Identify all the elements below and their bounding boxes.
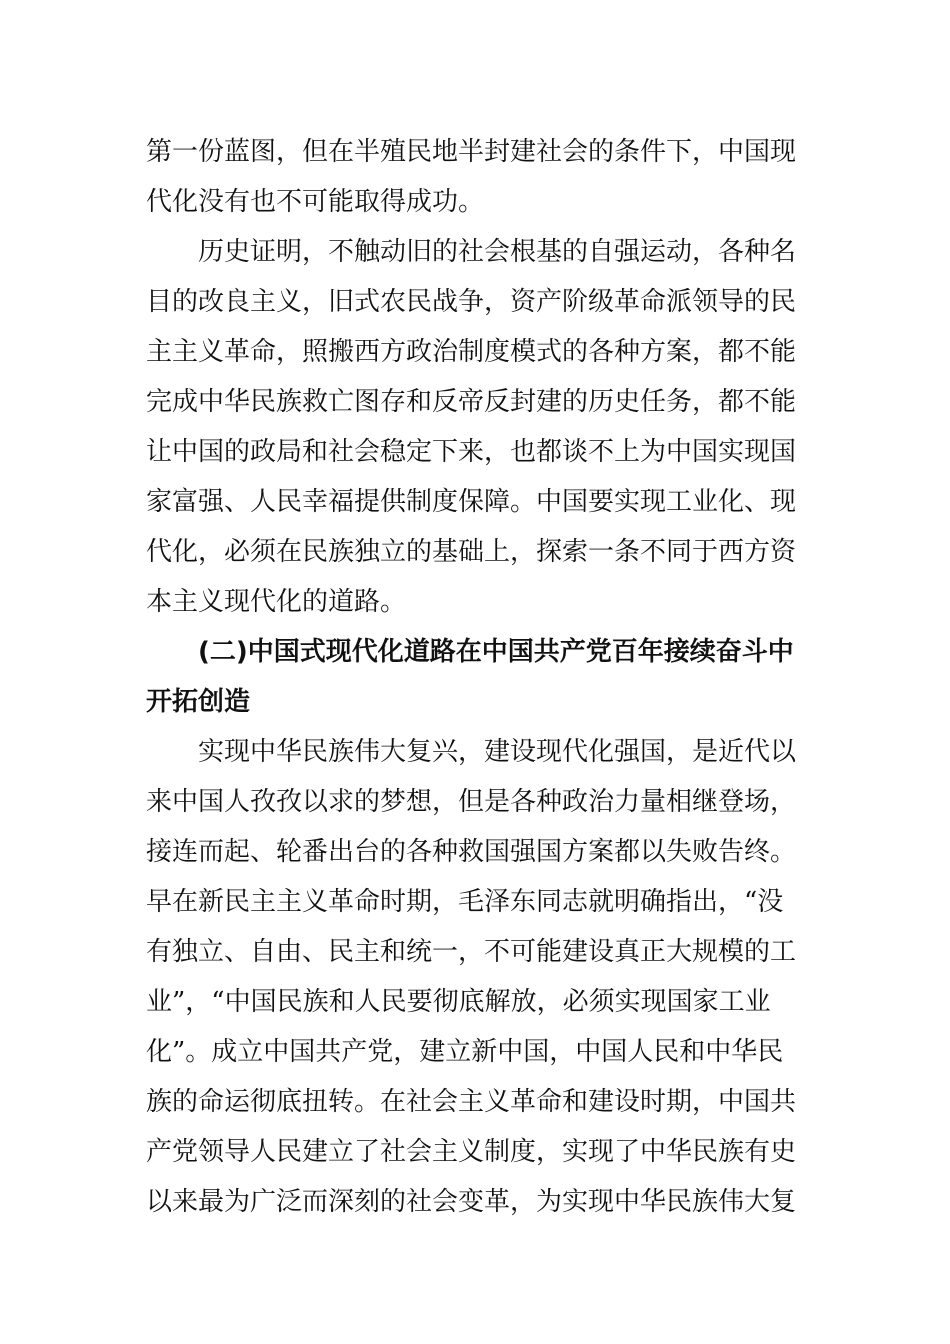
text-line: 家富强、人民幸福提供制度保障。中国要实现工业化、现 [146, 487, 797, 517]
text-line: 接连而起、轮番出台的各种救国强国方案都以失败告终。 [146, 837, 797, 867]
text-line: 族的命运彻底扭转。在社会主义革命和建设时期，中国共 [146, 1087, 797, 1117]
text-line: 第一份蓝图，但在半殖民地半封建社会的条件下，中国现 [146, 137, 797, 167]
text-line: 目的改良主义，旧式农民战争，资产阶级革命派领导的民 [146, 287, 797, 317]
text-line: 代化没有也不可能取得成功。 [146, 187, 485, 217]
text-line: 产党领导人民建立了社会主义制度，实现了中华民族有史 [146, 1137, 797, 1167]
text-line: 早在新民主主义革命时期，毛泽东同志就明确指出，“没 [146, 887, 784, 917]
text-line: 完成中华民族救亡图存和反帝反封建的历史任务，都不能 [146, 387, 797, 417]
section-heading-line: 开拓创造 [146, 687, 251, 717]
text-line: 来中国人孜孜以求的梦想，但是各种政治力量相继登场， [146, 787, 797, 817]
section-heading-line: (二)中国式现代化道路在中国共产党百年接续奋斗中 [146, 637, 794, 667]
text-line: 化”。成立中国共产党，建立新中国，中国人民和中华民 [146, 1037, 784, 1067]
text-line: 有独立、自由、民主和统一，不可能建设真正大规模的工 [146, 937, 797, 967]
text-line: 让中国的政局和社会稳定下来，也都谈不上为中国实现国 [146, 437, 797, 467]
text-line: 历史证明，不触动旧的社会根基的自强运动，各种名 [146, 237, 797, 267]
text-line: 本主义现代化的道路。 [146, 587, 407, 617]
text-line: 主主义革命，照搬西方政治制度模式的各种方案，都不能 [146, 337, 797, 367]
text-line: 业”，“中国民族和人民要彻底解放，必须实现国家工业 [146, 987, 771, 1017]
text-line: 实现中华民族伟大复兴，建设现代化强国，是近代以 [146, 737, 797, 767]
text-line: 以来最为广泛而深刻的社会变革，为实现中华民族伟大复 [146, 1187, 797, 1217]
text-line: 代化，必须在民族独立的基础上，探索一条不同于西方资 [146, 537, 797, 567]
